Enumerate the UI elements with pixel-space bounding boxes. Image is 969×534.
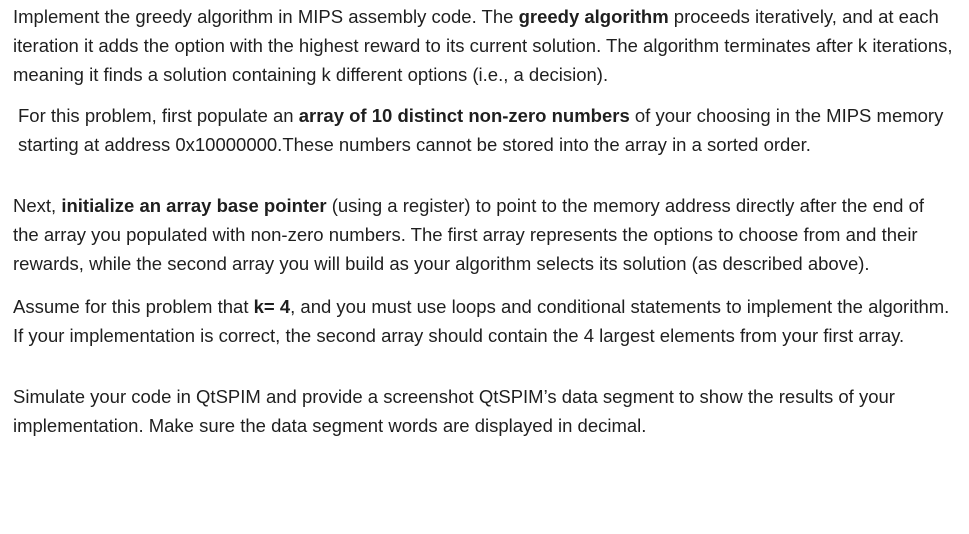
text: Simulate your code in QtSPIM and provide a screenshot QtSPIM’s data segment to show the results of your implementation. Make sure the data segment words are displayed in decimal. [13, 386, 895, 436]
text: Assume for this problem that [13, 296, 254, 317]
bold-text: greedy algorithm [518, 6, 669, 27]
text: Implement the greedy algorithm in MIPS assembly code. The [13, 6, 519, 27]
paragraph-base-pointer [13, 191, 953, 278]
paragraph-populate-array [13, 101, 953, 159]
bold-text: initialize an array base pointer [61, 195, 327, 216]
text: , and you must use loops and conditional statements to implement the algorithm. If your implementation is correct, the second array should contain the 4 largest elements from your first array. [13, 296, 950, 346]
document-body [13, 2, 953, 440]
text: proceeds iteratively, and at each iteration it adds the option with the highest reward to its current solution. The algorithm terminates after k iterations, meaning it finds a solution containing k different options (i.e., a decision). [13, 6, 953, 85]
text: (using a register) to point to the memory address directly after the end of the array you populated with non-zero numbers. The first array represents the options to choose from and their rewards, while the second array you will build as your algorithm selects its solution (as described above). [13, 195, 925, 274]
bold-text: k= 4 [253, 296, 291, 317]
paragraph-simulate [13, 382, 953, 440]
text: of your choosing in the MIPS memory starting at address 0x10000000.These numbers cannot be stored into the array in a sorted order. [18, 105, 944, 155]
text: Next, [13, 195, 62, 216]
text: For this problem, first populate an [18, 105, 299, 126]
paragraph-intro [13, 2, 953, 89]
paragraph-k-value [13, 292, 953, 350]
bold-text: array of 10 distinct non-zero numbers [298, 105, 630, 126]
